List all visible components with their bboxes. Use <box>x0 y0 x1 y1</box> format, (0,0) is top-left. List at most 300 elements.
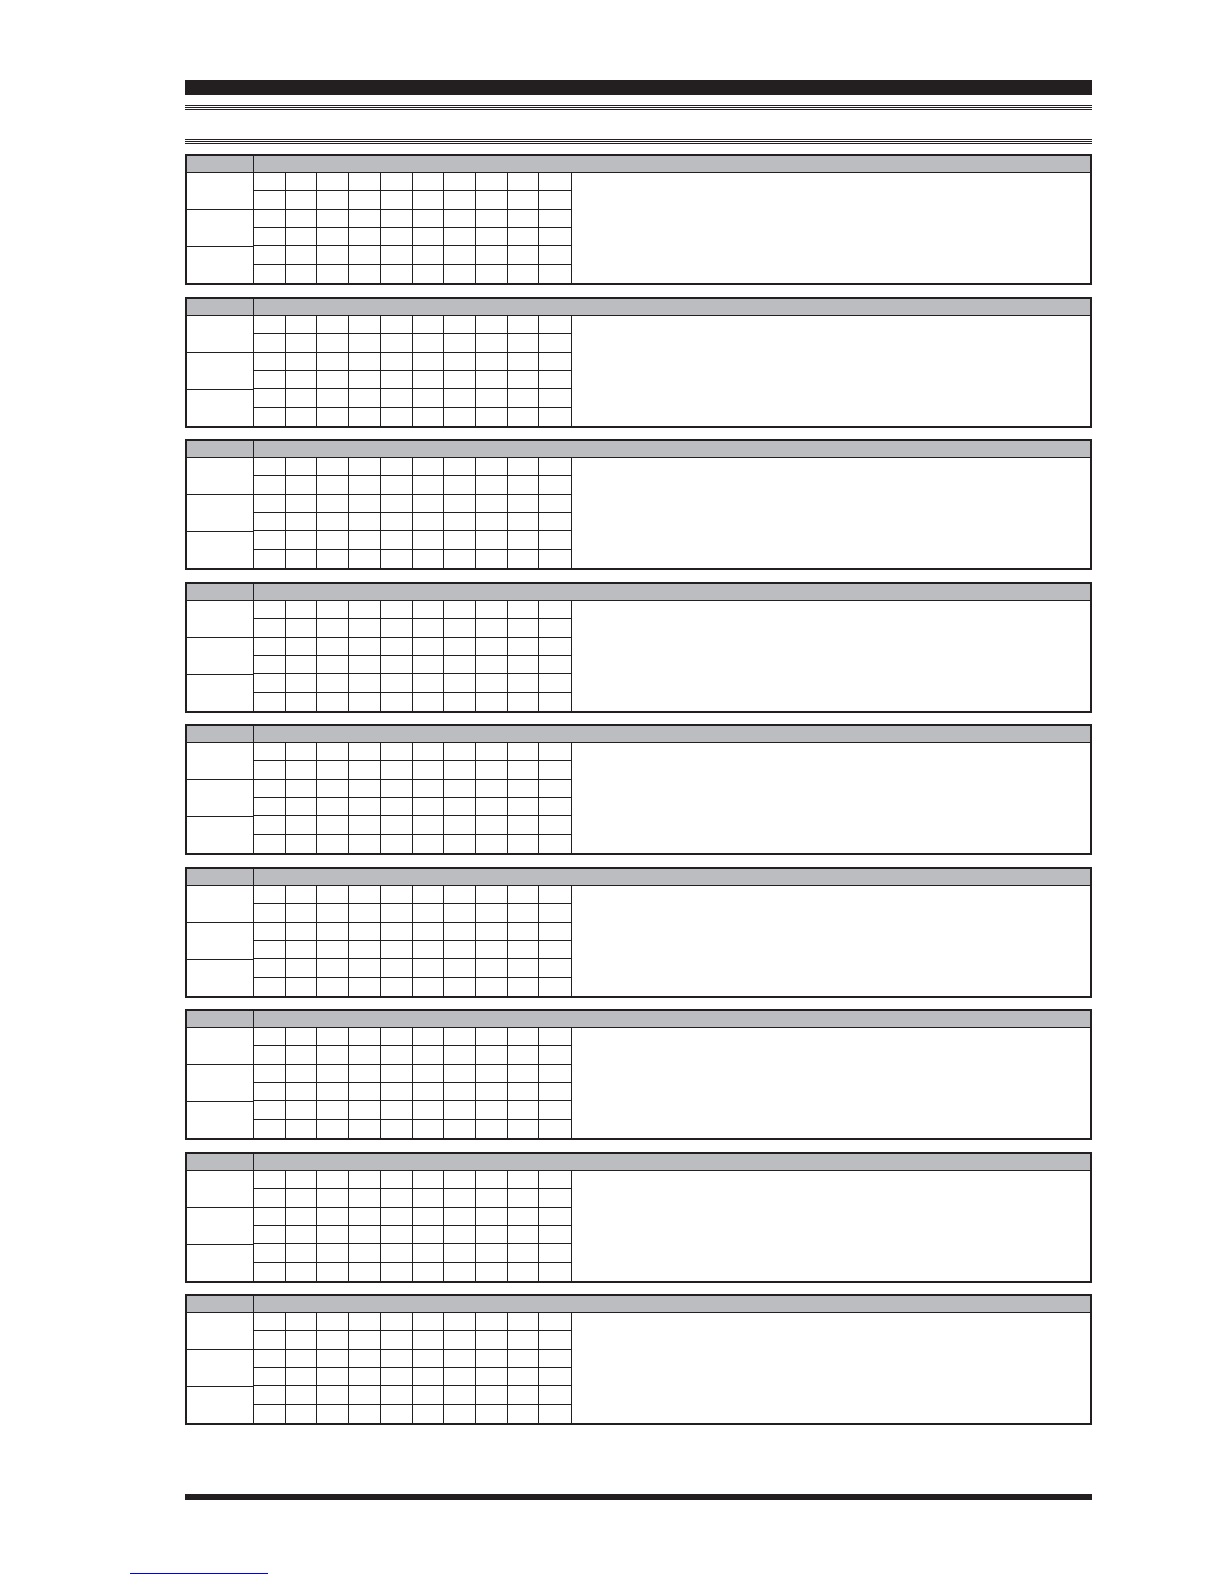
grid-cell[interactable] <box>349 638 381 656</box>
grid-cell[interactable] <box>413 1350 445 1368</box>
grid-cell[interactable] <box>476 941 508 959</box>
grid-cell[interactable] <box>508 1226 540 1244</box>
grid-cell[interactable] <box>476 1065 508 1083</box>
grid-cell[interactable] <box>254 1331 286 1349</box>
grid-cell[interactable] <box>444 1101 476 1119</box>
grid-cell[interactable] <box>539 1189 571 1207</box>
grid-cell[interactable] <box>508 761 540 779</box>
grid-cell[interactable] <box>444 959 476 977</box>
grid-cell[interactable] <box>286 246 318 264</box>
grid-cell[interactable] <box>349 761 381 779</box>
grid-cell[interactable] <box>508 353 540 371</box>
grid-cell[interactable] <box>508 1120 540 1138</box>
grid-cell[interactable] <box>413 1405 445 1423</box>
grid-cell[interactable] <box>444 1065 476 1083</box>
grid-cell[interactable] <box>349 1171 381 1189</box>
grid-cell[interactable] <box>349 941 381 959</box>
grid-cell[interactable] <box>476 246 508 264</box>
grid-cell[interactable] <box>444 1046 476 1064</box>
grid-cell[interactable] <box>286 743 318 761</box>
grid-cell[interactable] <box>476 1386 508 1404</box>
grid-cell[interactable] <box>444 476 476 494</box>
grid-cell[interactable] <box>476 513 508 531</box>
grid-cell[interactable] <box>508 886 540 904</box>
grid-cell[interactable] <box>381 886 413 904</box>
grid-cell[interactable] <box>254 495 286 513</box>
grid-cell[interactable] <box>539 1244 571 1262</box>
grid-cell[interactable] <box>508 601 540 619</box>
grid-cell[interactable] <box>476 476 508 494</box>
grid-cell[interactable] <box>539 1263 571 1281</box>
grid-cell[interactable] <box>476 495 508 513</box>
grid-cell[interactable] <box>413 265 445 283</box>
grid-cell[interactable] <box>349 173 381 191</box>
grid-cell[interactable] <box>539 638 571 656</box>
grid-cell[interactable] <box>381 1171 413 1189</box>
grid-cell[interactable] <box>349 835 381 853</box>
grid-cell[interactable] <box>508 246 540 264</box>
grid-cell[interactable] <box>508 656 540 674</box>
grid-cell[interactable] <box>539 334 571 352</box>
grid-cell[interactable] <box>286 1263 318 1281</box>
grid-cell[interactable] <box>254 1313 286 1331</box>
grid-cell[interactable] <box>539 458 571 476</box>
grid-cell[interactable] <box>317 1226 349 1244</box>
grid-cell[interactable] <box>349 408 381 426</box>
grid-cell[interactable] <box>444 210 476 228</box>
grid-cell[interactable] <box>413 228 445 246</box>
grid-cell[interactable] <box>254 743 286 761</box>
grid-cell[interactable] <box>381 761 413 779</box>
grid-cell[interactable] <box>381 798 413 816</box>
grid-cell[interactable] <box>317 959 349 977</box>
grid-cell[interactable] <box>286 1083 318 1101</box>
grid-cell[interactable] <box>317 1368 349 1386</box>
grid-cell[interactable] <box>349 1350 381 1368</box>
grid-cell[interactable] <box>539 743 571 761</box>
grid-cell[interactable] <box>508 1405 540 1423</box>
grid-cell[interactable] <box>317 1350 349 1368</box>
grid-cell[interactable] <box>539 674 571 692</box>
grid-cell[interactable] <box>349 191 381 209</box>
grid-cell[interactable] <box>508 743 540 761</box>
grid-cell[interactable] <box>508 228 540 246</box>
grid-cell[interactable] <box>286 1386 318 1404</box>
notes-area[interactable] <box>572 1171 1090 1281</box>
grid-cell[interactable] <box>413 693 445 711</box>
grid-cell[interactable] <box>317 371 349 389</box>
grid-cell[interactable] <box>381 835 413 853</box>
grid-cell[interactable] <box>413 1244 445 1262</box>
grid-cell[interactable] <box>508 619 540 637</box>
grid-cell[interactable] <box>476 638 508 656</box>
grid-cell[interactable] <box>381 173 413 191</box>
grid-cell[interactable] <box>254 246 286 264</box>
grid-cell[interactable] <box>381 1028 413 1046</box>
grid-cell[interactable] <box>317 601 349 619</box>
grid-cell[interactable] <box>508 1171 540 1189</box>
grid-cell[interactable] <box>413 904 445 922</box>
grid-cell[interactable] <box>476 1046 508 1064</box>
grid-cell[interactable] <box>413 476 445 494</box>
grid-cell[interactable] <box>381 1386 413 1404</box>
grid-cell[interactable] <box>508 1313 540 1331</box>
grid-cell[interactable] <box>539 978 571 996</box>
grid-cell[interactable] <box>508 780 540 798</box>
grid-cell[interactable] <box>349 1083 381 1101</box>
grid-cell[interactable] <box>381 904 413 922</box>
grid-cell[interactable] <box>254 1028 286 1046</box>
grid-cell[interactable] <box>317 743 349 761</box>
grid-cell[interactable] <box>349 1028 381 1046</box>
grid-cell[interactable] <box>381 638 413 656</box>
grid-cell[interactable] <box>381 619 413 637</box>
grid-cell[interactable] <box>444 1244 476 1262</box>
grid-cell[interactable] <box>508 835 540 853</box>
grid-cell[interactable] <box>508 959 540 977</box>
grid-cell[interactable] <box>381 1065 413 1083</box>
grid-cell[interactable] <box>508 1350 540 1368</box>
grid-cell[interactable] <box>349 1263 381 1281</box>
grid-cell[interactable] <box>444 1405 476 1423</box>
grid-cell[interactable] <box>413 1065 445 1083</box>
grid-cell[interactable] <box>444 458 476 476</box>
grid-cell[interactable] <box>286 228 318 246</box>
grid-cell[interactable] <box>317 531 349 549</box>
grid-cell[interactable] <box>476 210 508 228</box>
grid-cell[interactable] <box>539 550 571 568</box>
grid-cell[interactable] <box>444 173 476 191</box>
grid-cell[interactable] <box>444 1120 476 1138</box>
grid-cell[interactable] <box>317 904 349 922</box>
grid-cell[interactable] <box>508 798 540 816</box>
grid-cell[interactable] <box>444 495 476 513</box>
grid-cell[interactable] <box>349 265 381 283</box>
grid-cell[interactable] <box>444 316 476 334</box>
grid-cell[interactable] <box>381 476 413 494</box>
grid-cell[interactable] <box>508 904 540 922</box>
grid-cell[interactable] <box>413 550 445 568</box>
grid-cell[interactable] <box>349 476 381 494</box>
grid-cell[interactable] <box>317 978 349 996</box>
grid-cell[interactable] <box>508 210 540 228</box>
grid-cell[interactable] <box>254 674 286 692</box>
grid-cell[interactable] <box>508 638 540 656</box>
grid-cell[interactable] <box>508 941 540 959</box>
grid-cell[interactable] <box>254 316 286 334</box>
grid-cell[interactable] <box>539 353 571 371</box>
grid-cell[interactable] <box>349 743 381 761</box>
grid-cell[interactable] <box>508 476 540 494</box>
grid-cell[interactable] <box>349 1386 381 1404</box>
grid-cell[interactable] <box>444 513 476 531</box>
grid-cell[interactable] <box>381 693 413 711</box>
grid-cell[interactable] <box>413 191 445 209</box>
grid-cell[interactable] <box>444 408 476 426</box>
grid-cell[interactable] <box>413 246 445 264</box>
grid-cell[interactable] <box>349 619 381 637</box>
grid-cell[interactable] <box>508 1065 540 1083</box>
grid-cell[interactable] <box>539 191 571 209</box>
grid-cell[interactable] <box>444 835 476 853</box>
grid-cell[interactable] <box>444 1208 476 1226</box>
grid-cell[interactable] <box>444 389 476 407</box>
grid-cell[interactable] <box>539 495 571 513</box>
grid-cell[interactable] <box>413 619 445 637</box>
grid-cell[interactable] <box>254 1208 286 1226</box>
grid-cell[interactable] <box>413 389 445 407</box>
grid-cell[interactable] <box>349 316 381 334</box>
grid-cell[interactable] <box>254 886 286 904</box>
grid-cell[interactable] <box>476 1171 508 1189</box>
grid-cell[interactable] <box>413 959 445 977</box>
grid-cell[interactable] <box>539 798 571 816</box>
grid-cell[interactable] <box>349 1226 381 1244</box>
grid-cell[interactable] <box>286 780 318 798</box>
grid-cell[interactable] <box>508 316 540 334</box>
grid-cell[interactable] <box>349 495 381 513</box>
grid-cell[interactable] <box>349 674 381 692</box>
grid-cell[interactable] <box>317 550 349 568</box>
grid-cell[interactable] <box>444 1331 476 1349</box>
grid-cell[interactable] <box>476 835 508 853</box>
grid-cell[interactable] <box>381 265 413 283</box>
grid-cell[interactable] <box>254 693 286 711</box>
grid-cell[interactable] <box>381 978 413 996</box>
grid-cell[interactable] <box>286 619 318 637</box>
grid-cell[interactable] <box>476 1405 508 1423</box>
grid-cell[interactable] <box>476 1263 508 1281</box>
grid-cell[interactable] <box>444 1350 476 1368</box>
notes-area[interactable] <box>572 316 1090 426</box>
grid-cell[interactable] <box>381 316 413 334</box>
grid-cell[interactable] <box>254 1244 286 1262</box>
grid-cell[interactable] <box>476 1244 508 1262</box>
grid-cell[interactable] <box>286 1331 318 1349</box>
grid-cell[interactable] <box>476 693 508 711</box>
grid-cell[interactable] <box>413 674 445 692</box>
grid-cell[interactable] <box>508 1244 540 1262</box>
grid-cell[interactable] <box>286 191 318 209</box>
grid-cell[interactable] <box>476 798 508 816</box>
grid-cell[interactable] <box>254 371 286 389</box>
grid-cell[interactable] <box>381 1368 413 1386</box>
grid-cell[interactable] <box>476 334 508 352</box>
grid-cell[interactable] <box>254 531 286 549</box>
grid-cell[interactable] <box>444 816 476 834</box>
grid-cell[interactable] <box>413 743 445 761</box>
grid-cell[interactable] <box>413 1331 445 1349</box>
grid-cell[interactable] <box>381 210 413 228</box>
grid-cell[interactable] <box>381 656 413 674</box>
grid-cell[interactable] <box>286 904 318 922</box>
grid-cell[interactable] <box>349 780 381 798</box>
grid-cell[interactable] <box>349 1313 381 1331</box>
grid-cell[interactable] <box>349 1046 381 1064</box>
grid-cell[interactable] <box>413 371 445 389</box>
grid-cell[interactable] <box>413 1189 445 1207</box>
grid-cell[interactable] <box>349 904 381 922</box>
grid-cell[interactable] <box>254 619 286 637</box>
grid-cell[interactable] <box>539 1331 571 1349</box>
grid-cell[interactable] <box>508 1101 540 1119</box>
grid-cell[interactable] <box>508 693 540 711</box>
grid-cell[interactable] <box>286 550 318 568</box>
grid-cell[interactable] <box>476 1120 508 1138</box>
grid-cell[interactable] <box>286 1101 318 1119</box>
grid-cell[interactable] <box>444 531 476 549</box>
grid-cell[interactable] <box>539 941 571 959</box>
grid-cell[interactable] <box>381 1120 413 1138</box>
grid-cell[interactable] <box>254 458 286 476</box>
grid-cell[interactable] <box>508 1368 540 1386</box>
grid-cell[interactable] <box>254 173 286 191</box>
grid-cell[interactable] <box>444 1189 476 1207</box>
grid-cell[interactable] <box>413 513 445 531</box>
grid-cell[interactable] <box>286 1350 318 1368</box>
grid-cell[interactable] <box>254 1101 286 1119</box>
grid-cell[interactable] <box>286 959 318 977</box>
grid-cell[interactable] <box>286 476 318 494</box>
grid-cell[interactable] <box>381 1313 413 1331</box>
grid-cell[interactable] <box>476 978 508 996</box>
grid-cell[interactable] <box>413 353 445 371</box>
grid-cell[interactable] <box>508 495 540 513</box>
notes-area[interactable] <box>572 173 1090 283</box>
grid-cell[interactable] <box>254 513 286 531</box>
grid-cell[interactable] <box>508 978 540 996</box>
grid-cell[interactable] <box>286 1313 318 1331</box>
grid-cell[interactable] <box>476 816 508 834</box>
grid-cell[interactable] <box>508 265 540 283</box>
grid-cell[interactable] <box>476 550 508 568</box>
grid-cell[interactable] <box>539 531 571 549</box>
grid-cell[interactable] <box>508 389 540 407</box>
grid-cell[interactable] <box>476 458 508 476</box>
grid-cell[interactable] <box>444 743 476 761</box>
grid-cell[interactable] <box>444 1083 476 1101</box>
grid-cell[interactable] <box>286 1046 318 1064</box>
grid-cell[interactable] <box>413 941 445 959</box>
grid-cell[interactable] <box>413 316 445 334</box>
grid-cell[interactable] <box>413 601 445 619</box>
grid-cell[interactable] <box>476 1350 508 1368</box>
grid-cell[interactable] <box>444 228 476 246</box>
grid-cell[interactable] <box>539 389 571 407</box>
grid-cell[interactable] <box>349 959 381 977</box>
grid-cell[interactable] <box>476 601 508 619</box>
grid-cell[interactable] <box>381 1331 413 1349</box>
grid-cell[interactable] <box>444 265 476 283</box>
grid-cell[interactable] <box>254 1046 286 1064</box>
grid-cell[interactable] <box>317 1171 349 1189</box>
grid-cell[interactable] <box>508 550 540 568</box>
grid-cell[interactable] <box>444 246 476 264</box>
grid-cell[interactable] <box>349 458 381 476</box>
grid-cell[interactable] <box>508 191 540 209</box>
grid-cell[interactable] <box>349 816 381 834</box>
grid-cell[interactable] <box>381 228 413 246</box>
grid-cell[interactable] <box>286 674 318 692</box>
grid-cell[interactable] <box>508 674 540 692</box>
grid-cell[interactable] <box>508 816 540 834</box>
grid-cell[interactable] <box>476 1028 508 1046</box>
grid-cell[interactable] <box>476 1083 508 1101</box>
grid-cell[interactable] <box>539 656 571 674</box>
grid-cell[interactable] <box>444 1171 476 1189</box>
grid-cell[interactable] <box>381 1046 413 1064</box>
grid-cell[interactable] <box>476 1313 508 1331</box>
grid-cell[interactable] <box>286 1208 318 1226</box>
grid-cell[interactable] <box>476 743 508 761</box>
grid-cell[interactable] <box>381 780 413 798</box>
grid-cell[interactable] <box>286 941 318 959</box>
grid-cell[interactable] <box>413 978 445 996</box>
grid-cell[interactable] <box>317 693 349 711</box>
grid-cell[interactable] <box>539 959 571 977</box>
notes-area[interactable] <box>572 1313 1090 1423</box>
grid-cell[interactable] <box>286 1171 318 1189</box>
grid-cell[interactable] <box>381 941 413 959</box>
grid-cell[interactable] <box>349 1101 381 1119</box>
grid-cell[interactable] <box>444 1386 476 1404</box>
grid-cell[interactable] <box>317 1065 349 1083</box>
grid-cell[interactable] <box>317 173 349 191</box>
notes-area[interactable] <box>572 886 1090 996</box>
grid-cell[interactable] <box>444 904 476 922</box>
grid-cell[interactable] <box>286 978 318 996</box>
grid-cell[interactable] <box>508 371 540 389</box>
grid-cell[interactable] <box>444 780 476 798</box>
grid-cell[interactable] <box>381 674 413 692</box>
grid-cell[interactable] <box>539 1065 571 1083</box>
grid-cell[interactable] <box>476 886 508 904</box>
grid-cell[interactable] <box>317 761 349 779</box>
grid-cell[interactable] <box>381 389 413 407</box>
grid-cell[interactable] <box>254 1263 286 1281</box>
grid-cell[interactable] <box>286 265 318 283</box>
grid-cell[interactable] <box>539 210 571 228</box>
grid-cell[interactable] <box>539 371 571 389</box>
grid-cell[interactable] <box>413 638 445 656</box>
grid-cell[interactable] <box>539 780 571 798</box>
grid-cell[interactable] <box>286 798 318 816</box>
grid-cell[interactable] <box>286 210 318 228</box>
grid-cell[interactable] <box>254 978 286 996</box>
grid-cell[interactable] <box>539 1350 571 1368</box>
grid-cell[interactable] <box>444 674 476 692</box>
grid-cell[interactable] <box>317 458 349 476</box>
grid-cell[interactable] <box>254 638 286 656</box>
grid-cell[interactable] <box>476 173 508 191</box>
grid-cell[interactable] <box>476 316 508 334</box>
grid-cell[interactable] <box>476 923 508 941</box>
grid-cell[interactable] <box>381 191 413 209</box>
grid-cell[interactable] <box>254 959 286 977</box>
grid-cell[interactable] <box>254 228 286 246</box>
grid-cell[interactable] <box>444 619 476 637</box>
grid-cell[interactable] <box>317 513 349 531</box>
grid-cell[interactable] <box>317 334 349 352</box>
grid-cell[interactable] <box>349 1208 381 1226</box>
grid-cell[interactable] <box>381 1405 413 1423</box>
grid-cell[interactable] <box>286 1028 318 1046</box>
grid-cell[interactable] <box>381 1263 413 1281</box>
grid-cell[interactable] <box>413 531 445 549</box>
grid-cell[interactable] <box>317 835 349 853</box>
grid-cell[interactable] <box>349 886 381 904</box>
notes-area[interactable] <box>572 743 1090 853</box>
